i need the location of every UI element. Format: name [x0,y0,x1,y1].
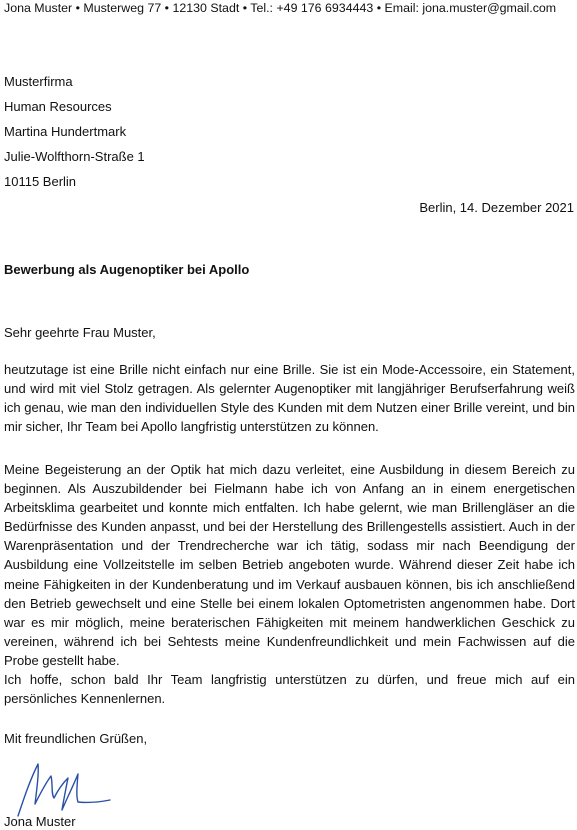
recipient-city: 10115 Berlin [4,174,77,189]
recipient-street: Julie-Wolfthorn-Straße 1 [4,149,145,164]
letter-subject: Bewerbung als Augenoptiker bei Apollo [4,262,250,277]
recipient-contact: Martina Hundertmark [4,124,127,139]
body-paragraph-2: Meine Begeisterung an der Optik hat mich dazu verleitet, eine Ausbildung in diesem Bereich zu beginnen. Als Auszubildender bei Fielmann habe ich von Anfang an in einem energetischen Arbeitsklima gearbeitet und konnte mich entfalten. Ich habe gelernt, wie man Brillengläser an die Bedürfnisse des Kunden anpasst, und bei der Herstellung des Brillengestells assistiert. Auch in der Warenpräsentation und der Trendrecherche war ich tätig, sodass mir nach Beendigung der Ausbildung eine Vollzeitstelle im selben Betrieb angeboten wurde. Während dieser Zeit habe ich meine Fähigkeiten in der Kundenberatung und im Verkauf ausbauen können, bis ich anschließend den Betrieb gewechselt und eine Stelle bei einem lokalen Optometristen angenommen habe. Dort war es mir möglich, meine beraterischen Fähigkeiten mit meinem handwerklichen Geschick zu vereinen, während ich bei Sehtests meine Kundenfreundlichkeit und mein Fachwissen auf die Probe gestellt habe. [4,462,575,668]
letter-date: Berlin, 14. Dezember 2021 [419,200,574,215]
signer-name: Jona Muster [4,814,76,829]
recipient-department: Human Resources [4,99,112,114]
recipient-address-block [4,74,145,199]
handwritten-signature [4,758,114,820]
body-paragraph-3: Ich hoffe, schon bald Ihr Team langfristig unterstützen zu dürfen, und freue mich auf ein persönliches Kennenlernen. [4,672,575,707]
body-paragraph-1: heutzutage ist eine Brille nicht einfach nur eine Brille. Sie ist ein Mode-Accessoire, ein Statement, und wird mit viel Stolz getragen. Als gelernter Augenoptiker mit langjähriger Berufserfahrung weiß ich genau, wie man den individuellen Style des Kunden mit dem Nutzen einer Brille vereint, und bin mir sicher, Ihr Team bei Apollo langfristig unterstützen zu können. [4,362,575,435]
closing-phrase: Mit freundlichen Grüßen, [4,731,148,746]
salutation: Sehr geehrte Frau Muster, [4,325,156,340]
sender-contact-line: Jona Muster • Musterweg 77 • 12130 Stadt • Tel.: +49 176 6934443 • Email: jona.muster@gmail.com [4,1,557,15]
recipient-company: Musterfirma [4,74,73,89]
